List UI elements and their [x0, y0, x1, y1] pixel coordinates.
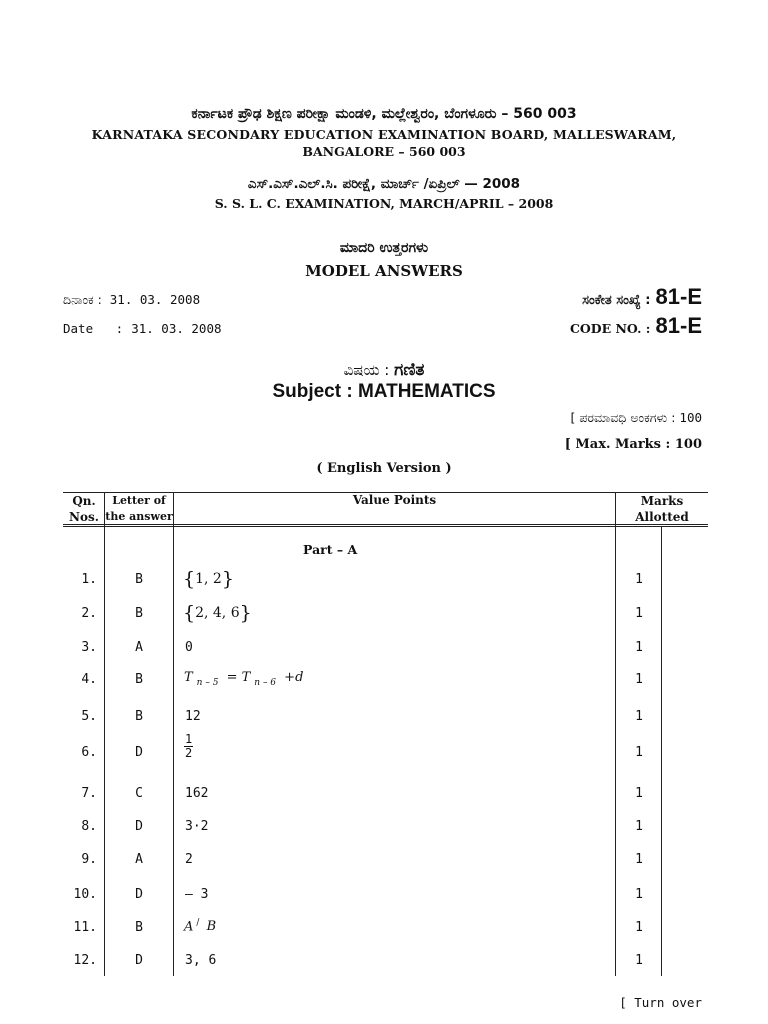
row-qn: 1. — [81, 572, 97, 587]
header-qn-nos — [63, 493, 105, 525]
fraction-denominator: 2 — [185, 746, 193, 760]
row-marks: 1 — [635, 852, 643, 867]
max-marks-english: [ Max. Marks : 100 — [564, 437, 702, 452]
set-b: B — [206, 919, 217, 935]
row-value — [184, 918, 216, 934]
table-row — [63, 883, 708, 913]
row-qn: 7. — [81, 786, 97, 801]
date-label-kannada — [63, 292, 200, 308]
row-letter: D — [135, 819, 143, 834]
row-qn: 10. — [73, 887, 97, 902]
header-marks-line2: Allotted — [635, 510, 689, 524]
code-label-english: CODE NO. : — [569, 321, 651, 336]
header-letter-of-answer — [105, 493, 173, 525]
complement-prime: / — [196, 918, 200, 928]
term-t: T — [184, 670, 193, 685]
row-qn: 5. — [81, 709, 97, 724]
row-qn: 4. — [81, 672, 97, 687]
fraction-one-half — [184, 733, 193, 760]
table-row — [63, 568, 708, 598]
row-value: 0 — [185, 640, 193, 655]
row-value: {1, 2} — [183, 568, 234, 590]
equals-sign: = — [226, 670, 238, 685]
row-qn: 2. — [81, 606, 97, 621]
row-letter: B — [135, 920, 143, 935]
model-answers-kannada: ಮಾದರಿ ಉತ್ತರಗಳು — [339, 240, 429, 256]
table-row — [63, 602, 708, 632]
row-letter: B — [135, 672, 143, 687]
table-header-bottom-border-double — [63, 526, 708, 527]
table-row — [63, 782, 708, 812]
set-elements: 1, 2 — [195, 571, 222, 587]
code-value-kannada: 81-E — [655, 284, 702, 309]
date-value-kannada: 31. 03. 2008 — [109, 292, 201, 307]
header-marks-line1: Marks — [640, 494, 684, 508]
date-label-kannada-text: ದಿನಾಂಕ : — [63, 292, 102, 307]
row-qn: 8. — [81, 819, 97, 834]
row-letter: D — [135, 745, 143, 760]
code-kannada — [582, 284, 702, 310]
turn-over-label: [ Turn over — [619, 995, 702, 1010]
exam-title-english: S. S. L. C. EXAMINATION, MARCH/APRIL – 2008 — [214, 196, 554, 211]
row-letter: A — [135, 852, 143, 867]
row-value: {2, 4, 6} — [183, 602, 252, 624]
row-value: 2 — [185, 852, 193, 867]
row-value: 3·2 — [185, 819, 209, 834]
row-marks: 1 — [635, 709, 643, 724]
row-value: 162 — [185, 786, 209, 801]
code-english — [570, 313, 702, 339]
date-value-english: 31. 03. 2008 — [131, 321, 222, 336]
subject-english: Subject : MATHEMATICS — [272, 381, 496, 402]
date-label-english — [63, 321, 222, 336]
row-value — [184, 733, 193, 760]
row-marks: 1 — [635, 640, 643, 655]
row-marks: 1 — [635, 745, 643, 760]
subscript-n-minus-5: n – 5 — [196, 677, 219, 688]
header-qn-line2: Nos. — [69, 510, 99, 524]
header-value-points: Value Points — [352, 493, 437, 507]
row-letter: B — [135, 709, 143, 724]
header-qn-line1: Qn. — [72, 494, 96, 508]
row-letter: D — [135, 887, 143, 902]
set-a: A — [184, 919, 194, 935]
row-letter: B — [135, 572, 143, 587]
header-letter-line1: Letter of — [112, 494, 166, 507]
row-marks: 1 — [635, 572, 643, 587]
subscript-n-minus-6: n – 6 — [254, 677, 277, 688]
common-difference-d: d — [295, 670, 304, 685]
table-row — [63, 705, 708, 735]
row-qn: 9. — [81, 852, 97, 867]
row-marks: 1 — [635, 606, 643, 621]
row-marks: 1 — [635, 953, 643, 968]
row-qn: 3. — [81, 640, 97, 655]
table-row — [63, 848, 708, 878]
subject-kannada — [0, 360, 768, 380]
row-value: 3, 6 — [185, 953, 217, 968]
exam-title-kannada: ಎಸ್.ಎಸ್.ಎಲ್.ಸಿ. ಪರೀಕ್ಷೆ, ಮಾರ್ಚ್ /ಏಪ್ರಿಲ್ — 2008 — [247, 176, 521, 192]
board-name-kannada: ಕರ್ನಾಟಕ ಪ್ರೌಢ ಶಿಕ್ಷಣ ಪರೀಕ್ಷಾ ಮಂಡಳಿ, ಮಲ್ಲೇಶ್ವರಂ, ಬೆಂಗಳೂರು – 560 003 — [191, 106, 577, 122]
english-version-label: ( English Version ) — [316, 461, 452, 476]
date-label-english-text: Date : — [63, 321, 124, 336]
row-value — [184, 670, 303, 688]
row-qn: 11. — [73, 920, 97, 935]
board-name-english-line2: BANGALORE – 560 003 — [302, 144, 466, 159]
table-row — [63, 668, 708, 698]
row-letter: C — [135, 786, 143, 801]
row-letter: A — [135, 640, 143, 655]
subject-value-kannada: ಗಣಿತ — [394, 360, 425, 380]
row-letter: B — [135, 606, 143, 621]
row-marks: 1 — [635, 819, 643, 834]
table-row — [63, 916, 708, 946]
row-marks: 1 — [635, 672, 643, 687]
code-label-kannada: ಸಂಕೇತ ಸಂಖ್ಯೆ : — [582, 293, 651, 308]
row-qn: 6. — [81, 745, 97, 760]
model-answers-english: MODEL ANSWERS — [305, 262, 463, 280]
max-marks-kannada — [570, 410, 702, 426]
code-value-english: 81-E — [655, 313, 702, 338]
row-value: 12 — [185, 709, 201, 724]
header-marks-allotted — [616, 493, 708, 525]
row-marks: 1 — [635, 887, 643, 902]
subject-label-kannada: ವಿಷಯ : — [343, 361, 390, 379]
table-row — [63, 636, 708, 666]
table-row — [63, 815, 708, 845]
table-row — [63, 949, 708, 979]
board-name-english-line1: KARNATAKA SECONDARY EDUCATION EXAMINATION BOARD, MALLESWARAM, — [91, 127, 677, 142]
row-marks: 1 — [635, 786, 643, 801]
header-letter-line2: the answer — [105, 510, 173, 523]
answers-table — [63, 490, 708, 976]
row-marks: 1 — [635, 920, 643, 935]
set-elements: 2, 4, 6 — [195, 605, 240, 621]
term-t: T — [241, 670, 251, 685]
plus-sign: + — [284, 670, 296, 685]
max-marks-label-kannada: [ ಪರಮಾವಧಿ ಅಂಕಗಳು : — [570, 410, 676, 425]
row-value: – 3 — [185, 887, 209, 902]
table-row — [63, 732, 708, 775]
row-qn: 12. — [73, 953, 97, 968]
row-letter: D — [135, 953, 143, 968]
fraction-numerator: 1 — [185, 732, 193, 746]
max-marks-value-kannada: 100 — [679, 410, 702, 425]
part-a-label: Part – A — [303, 542, 358, 557]
